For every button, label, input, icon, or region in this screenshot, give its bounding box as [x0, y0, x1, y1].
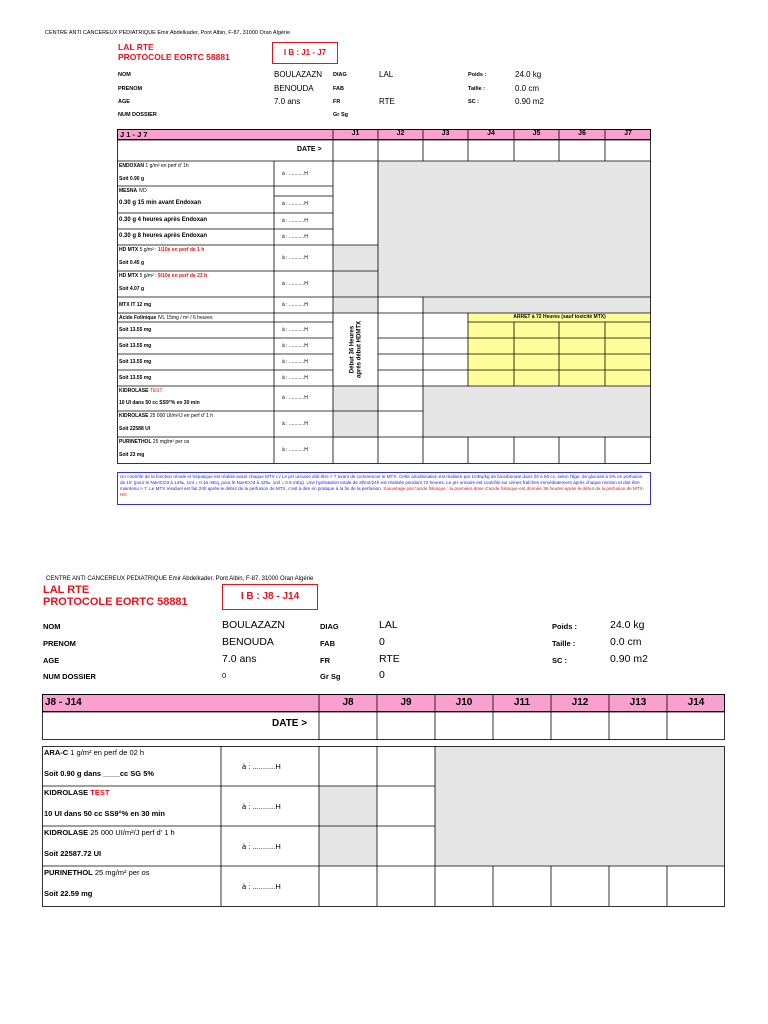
acide-time-4: à : ...........H — [282, 375, 308, 381]
prenom-value-2: BENOUDA — [222, 636, 274, 648]
fr-value: RTE — [379, 97, 395, 106]
fr-value-2: RTE — [379, 653, 400, 665]
fr-label: FR — [333, 99, 341, 105]
kidro1-dose: 10 UI dans 50 cc SS9°% en 30 min — [119, 400, 200, 406]
fab-label: FAB — [333, 86, 344, 92]
endoxan-soit: Soit 0.90 g — [119, 176, 145, 182]
hdmtx2-soit: Soit 4.07 g — [119, 286, 145, 292]
grsg-label: Gr Sg — [333, 112, 348, 118]
kidro1-label: KIDROLASE TEST — [119, 388, 163, 394]
day-header-j2: J2 — [396, 130, 405, 137]
nom-value-2: BOULAZAZN — [222, 619, 286, 631]
acide-label: Acide Folinique IVL 15mg / m² / 6 heures — [119, 315, 213, 321]
nom-label-2: NOM — [43, 622, 61, 631]
day-header-j7: J7 — [624, 130, 632, 137]
puri-label-2: PURINETHOL 25 mg/m² per os — [44, 868, 150, 877]
age-label-2: AGE — [43, 656, 60, 665]
poids-value: 24.0 kg — [515, 70, 542, 79]
phase-box: I B : J1 - J7 — [272, 42, 338, 64]
day-header-j12: J12 — [571, 697, 589, 708]
mtxit-time: à : ...........H — [282, 302, 308, 308]
day-header-j5: J5 — [532, 130, 541, 137]
fr-label-2: FR — [320, 656, 330, 665]
day-header-j4: J4 — [487, 130, 495, 137]
date-label: DATE > — [297, 146, 322, 153]
debut-label: Début 36 Heures après début HDMTX — [349, 321, 362, 379]
protocole-title-2: PROTOCOLE EORTC 58881 — [43, 596, 188, 608]
sc-label-2: SC : — [552, 656, 567, 665]
sc-value-2: 0.90 m2 — [610, 653, 648, 665]
day-header-j13: J13 — [629, 697, 647, 708]
kidro2-time: à : ...........H — [282, 421, 308, 427]
prenom-label-2: PRENOM — [43, 639, 76, 648]
dossier-value-2: 0 — [222, 671, 227, 680]
kidro1-time: à : ...........H — [282, 395, 308, 401]
dossier-label: NUM DOSSIER — [118, 112, 157, 118]
day-header-j3: J3 — [441, 130, 450, 137]
table-title: J 1 - J 7 — [120, 130, 148, 139]
kidro2-time-2: à : ...........H — [242, 842, 281, 851]
grsg-value-2: 0 — [379, 669, 385, 681]
arret-label: ARRET à 72 Heures (sauf toxicité MTX) — [513, 314, 606, 320]
taille-label-2: Taille : — [552, 639, 576, 648]
kidro2-label: KIDROLASE 25 000 UI/m²/J en perf d' 1 h — [119, 413, 214, 419]
day-header-j11: J11 — [513, 697, 531, 708]
diag-label-2: DIAG — [320, 622, 339, 631]
poids-label: Poids : — [468, 72, 487, 78]
mesna-label: MESNA IVD — [119, 188, 147, 194]
age-value-2: 7.0 ans — [222, 653, 257, 665]
endoxan-label: ENDOXAN 1 g/m² en perf d' 1h — [119, 163, 189, 169]
lal-title: LAL RTE — [118, 42, 154, 52]
prenom-value: BENOUDA — [274, 84, 314, 93]
day-header-j6: J6 — [578, 130, 586, 137]
table-title-2: J8 - J14 — [45, 697, 82, 708]
taille-label: Taille : — [468, 86, 486, 92]
mesna-dose-3: 0.30 g 8 heures après Endoxan — [119, 233, 208, 239]
dossier-label-2: NUM DOSSIER — [43, 672, 96, 681]
day-header-j9: J9 — [400, 697, 412, 708]
poids-value-2: 24.0 kg — [610, 619, 645, 631]
puri-dose-2: Soit 22.59 mg — [44, 889, 93, 898]
taille-value: 0.0 cm — [515, 84, 540, 93]
acide-dose-2: Soit 13.55 mg — [119, 343, 152, 349]
protocole-title: PROTOCOLE EORTC 58881 — [118, 52, 230, 62]
arac-time: à : ...........H — [242, 762, 281, 771]
kidro1-label-2: KIDROLASE TEST — [44, 788, 110, 797]
diag-value-2: LAL — [379, 619, 398, 631]
center-header: CENTRE ANTI CANCEREUX PEDIATRIQUE Emir Abdelkader, Pont Albin, F-87, 31000 Oran Algérie — [45, 30, 291, 36]
diag-label: DIAG — [333, 72, 347, 78]
day-header-j8: J8 — [342, 697, 354, 708]
kidro2-dose: Soit 22588 UI — [119, 426, 151, 432]
arac-dose: Soit 0.90 g dans ____cc SG 5% — [44, 769, 155, 778]
mesna-time-2: à : ...........H — [282, 218, 308, 224]
diag-value: LAL — [379, 70, 394, 79]
hdmtx1-time: à : ...........H — [282, 255, 308, 261]
mesna-time-3: à : ...........H — [282, 234, 308, 240]
nom-value: BOULAZAZN — [274, 70, 323, 79]
acide-dose-4: Soit 13.55 mg — [119, 375, 152, 381]
grsg-label-2: Gr Sg — [320, 672, 341, 681]
fab-value-2: 0 — [379, 636, 385, 648]
kidro1-time-2: à : ...........H — [242, 802, 281, 811]
acide-time-1: à : ...........H — [282, 327, 308, 333]
acide-dose-1: Soit 13.55 mg — [119, 327, 152, 333]
puri-label: PURINETHOL 25 mg/m² per os — [119, 439, 190, 445]
hdmtx2-time: à : ...........H — [282, 281, 308, 287]
kidro2-dose-2: Soit 22587.72 UI — [44, 849, 102, 858]
puri-dose: Soit 23 mg — [119, 452, 145, 458]
hdmtx1-soit: Soit 0.45 g — [119, 260, 145, 266]
poids-label-2: Poids : — [552, 622, 578, 631]
acide-time-3: à : ...........H — [282, 359, 308, 365]
endoxan-time: à : ...........H — [282, 171, 308, 177]
phase-box-2: I B : J8 - J14 — [222, 584, 318, 610]
lal-title-2: LAL RTE — [43, 584, 90, 596]
acide-dose-3: Soit 13.55 mg — [119, 359, 152, 365]
prenom-label: PRENOM — [118, 86, 143, 92]
puri-time: à : ...........H — [282, 447, 308, 453]
day-header-j10: J10 — [455, 697, 473, 708]
puri-time-2: à : ...........H — [242, 882, 281, 891]
sc-label: SC : — [468, 99, 479, 105]
sc-value: 0.90 m2 — [515, 97, 544, 106]
hdmtx2-label: HD MTX 5 g/m² : 9/10é en perf de 23 h — [119, 273, 208, 279]
hdmtx1-label: HD MTX 5 g/m² : 1/10é en perf de 1 h — [119, 247, 205, 253]
kidro1-dose-2: 10 UI dans 50 cc SS9°% en 30 min — [44, 809, 165, 818]
kidro2-label-2: KIDROLASE 25 000 UI/m²/J perf d' 1 h — [44, 828, 175, 837]
nom-label: NOM — [118, 72, 131, 78]
taille-value-2: 0.0 cm — [610, 636, 642, 648]
mesna-dose-2: 0.30 g 4 heures après Endoxan — [119, 217, 208, 223]
mesna-time-1: à : ...........H — [282, 201, 308, 207]
date-label-2: DATE > — [272, 718, 308, 729]
protocol-note: Un contrôle de la fonction rénale et hépatique est réalisé avant chaque MTX i.v Le pH urinaire doit être > 7 avant de commencer le MTX. Cette alcalinisation est réalisée par 1mEq/kg de bicarbonate dans 20 à 50 cc, selon l'âge, de glucosé à 5% en perfusion de 15' (pour le NaHCO3 à 14‰, 1ml = 0.16 mEq, pour le NaHCO3 à 42‰, 1ml = 0.5 mEq). Une hydratation totale de 3l/m2/24h est réalisée pendant 72 heures. Le pH urinaire est contrôlé sur urines fraîches immédiatement après chaque miction et doit être maintenu > 7. Le MTX résiduel est fait 24h après le début de la perfusion de MTX, c'est à dire en pratique à la fin de la perfusion. Sauvetage par l'acide folinique : la première dose d'acide folinique est donnée 36 heures après le début de la perfusion de MTX-HD — [117, 472, 651, 505]
fab-label-2: FAB — [320, 639, 335, 648]
age-value: 7.0 ans — [274, 97, 301, 106]
mtxit-label: MTX IT 12 mg — [119, 302, 152, 308]
arac-label: ARA-C 1 g/m² en perf de 02 h — [44, 748, 145, 757]
acide-time-2: à : ...........H — [282, 343, 308, 349]
age-label: AGE — [118, 99, 130, 105]
day-header-j14: J14 — [687, 697, 705, 708]
center-header-2: CENTRE ANTI CANCEREUX PEDIATRIQUE Emir Abdelkader, Pont Albin, F-87, 31000 Oran Algérie — [46, 576, 314, 582]
day-header-j1: J1 — [351, 130, 360, 137]
mesna-dose-1: 0.30 g 15 min avant Endoxan — [119, 200, 202, 206]
